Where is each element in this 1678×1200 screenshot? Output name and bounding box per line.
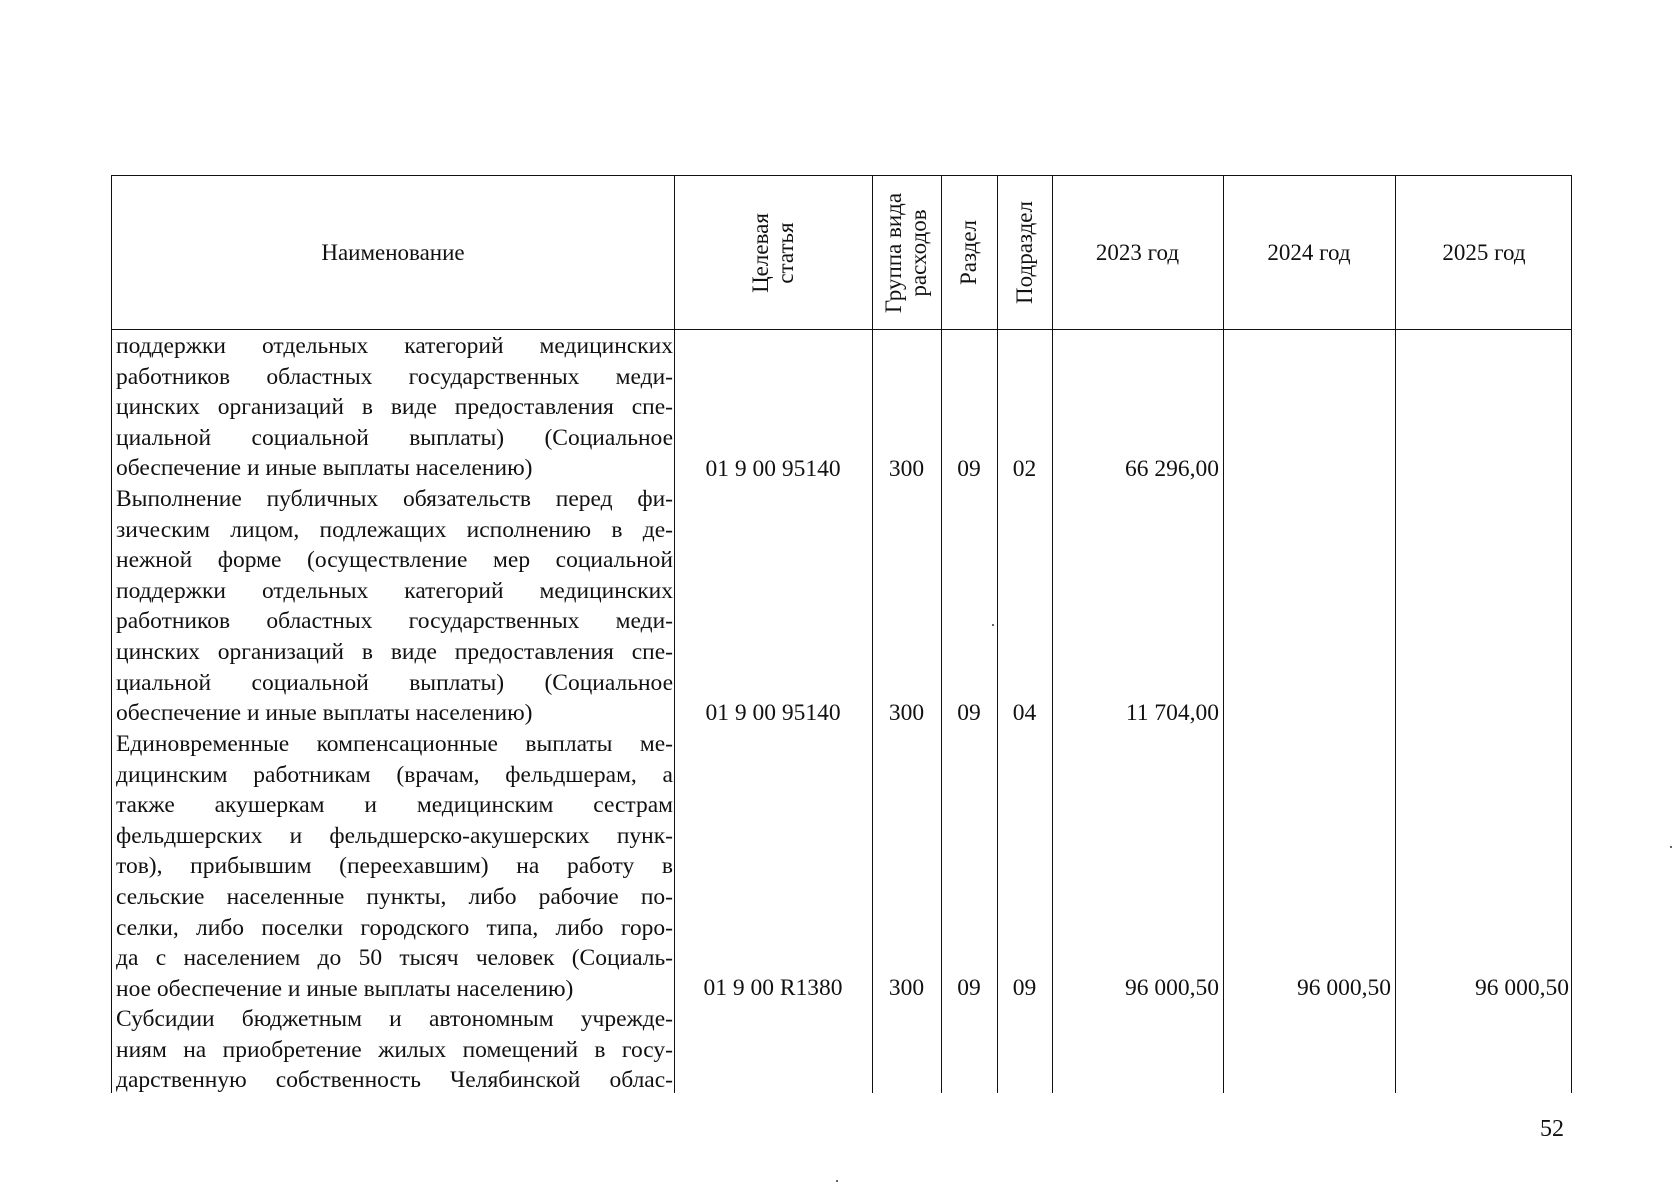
name-line: фельдшерских и фельдшерско-акушерских пунк- bbox=[116, 822, 673, 849]
header-expense-group bbox=[872, 176, 941, 329]
row-1-name bbox=[116, 331, 673, 484]
page-number: 52 bbox=[1540, 1116, 1564, 1142]
header-year-2024-label: 2024 год bbox=[1267, 239, 1351, 265]
name-line: да с населением до 50 тысяч человек (Социаль- bbox=[116, 945, 673, 972]
row-3-2025: 96 000,50 bbox=[1475, 975, 1569, 1001]
row-3-group: 300 bbox=[888, 975, 925, 1001]
name-line: сельские населенные пункты, либо рабочие по- bbox=[116, 883, 673, 910]
row-3-name bbox=[116, 729, 673, 1004]
row-3-2024: 96 000,50 bbox=[1297, 975, 1391, 1001]
name-line: Выполнение публичных обязательств перед фи- bbox=[116, 486, 673, 512]
header-target-article bbox=[674, 176, 872, 329]
name-line: работников областных государственных меди- bbox=[116, 608, 673, 635]
scan-speck bbox=[836, 1180, 838, 1182]
header-section-label: Раздел bbox=[956, 219, 982, 286]
name-line: работников областных государственных меди- bbox=[116, 363, 673, 390]
header-year-2023 bbox=[1052, 176, 1223, 329]
row-3-subsection: 09 bbox=[1012, 975, 1037, 1001]
row-1-subsection: 02 bbox=[1012, 456, 1037, 482]
name-line: циальной социальной выплаты) (Социальное bbox=[116, 669, 673, 696]
row-2-2025 bbox=[1395, 698, 1569, 728]
header-year-2025-label: 2025 год bbox=[1442, 239, 1526, 265]
row-2-2023: 11 704,00 bbox=[1125, 700, 1219, 726]
name-line: ное обеспечение и иные выплаты населению) bbox=[116, 975, 574, 1002]
name-line: дарственную собственность Челябинской облас- bbox=[116, 1067, 673, 1094]
header-name bbox=[112, 176, 674, 329]
row-1-section: 09 bbox=[957, 456, 981, 482]
header-section bbox=[941, 176, 997, 329]
scan-speck bbox=[992, 624, 994, 626]
header-subsection-label: Подраздел bbox=[1012, 201, 1038, 304]
header-year-2023-label: 2023 год bbox=[1095, 239, 1180, 265]
row-4-name bbox=[116, 1004, 673, 1096]
row-3-section: 09 bbox=[957, 975, 981, 1001]
name-line: нежной форме (осуществление мер социальной bbox=[116, 547, 673, 574]
row-3-2023: 96 000,50 bbox=[1125, 975, 1219, 1001]
header-subsection bbox=[997, 176, 1052, 329]
row-1-target: 01 9 00 95140 bbox=[705, 456, 841, 482]
row-1-2025 bbox=[1395, 454, 1569, 484]
name-line: также акушеркам и медицинским сестрам bbox=[116, 792, 673, 819]
row-1-2024 bbox=[1223, 454, 1391, 484]
row-3-target: 01 9 00 R1380 bbox=[703, 975, 843, 1001]
name-line: обеспечение и иные выплаты населению) bbox=[116, 700, 533, 727]
header-target-article-line1: Целевая bbox=[747, 212, 773, 293]
budget-table bbox=[111, 175, 1572, 1093]
row-1-2023: 66 296,00 bbox=[1125, 456, 1219, 482]
name-line: цинских организаций в виде предоставления спе- bbox=[116, 638, 673, 665]
row-2-section: 09 bbox=[957, 700, 981, 726]
header-name-label: Наименование bbox=[321, 239, 465, 265]
row-2-2024 bbox=[1223, 698, 1391, 728]
row-2-target: 01 9 00 95140 bbox=[705, 700, 841, 726]
name-line: циальной социальной выплаты) (Социальное bbox=[116, 424, 673, 451]
row-2-name bbox=[116, 484, 673, 729]
name-line: цинских организаций в виде предоставления спе- bbox=[116, 394, 673, 421]
row-1-group: 300 bbox=[888, 456, 925, 482]
name-line: тов), прибывшим (переехавшим) на работу в bbox=[116, 853, 673, 880]
name-line: обеспечение и иные выплаты населению) bbox=[116, 455, 533, 482]
header-year-2025 bbox=[1395, 176, 1573, 329]
header-expense-group-line2: расходов bbox=[906, 208, 932, 297]
header-expense-group-line1: Группа вида bbox=[881, 192, 907, 313]
header-year-2024 bbox=[1223, 176, 1395, 329]
name-line: Субсидии бюджетным и автономным учрежде- bbox=[116, 1006, 673, 1032]
name-line: зическим лицом, подлежащих исполнению в де- bbox=[116, 516, 673, 543]
scan-speck bbox=[1670, 846, 1672, 848]
header-divider bbox=[112, 329, 1571, 330]
name-line: поддержки отдельных категорий медицинских bbox=[116, 577, 673, 604]
name-line: дицинским работникам (врачам, фельдшерам, а bbox=[116, 761, 673, 788]
name-line: Единовременные компенсационные выплаты ме- bbox=[116, 731, 673, 757]
row-2-group: 300 bbox=[888, 700, 925, 726]
name-line: селки, либо поселки городского типа, либо горо- bbox=[116, 914, 673, 941]
name-line: ниям на приобретение жилых помещений в госу- bbox=[116, 1036, 673, 1063]
header-target-article-line2: статья bbox=[772, 221, 798, 284]
name-line: поддержки отдельных категорий медицинских bbox=[116, 333, 673, 359]
row-2-subsection: 04 bbox=[1012, 700, 1037, 726]
